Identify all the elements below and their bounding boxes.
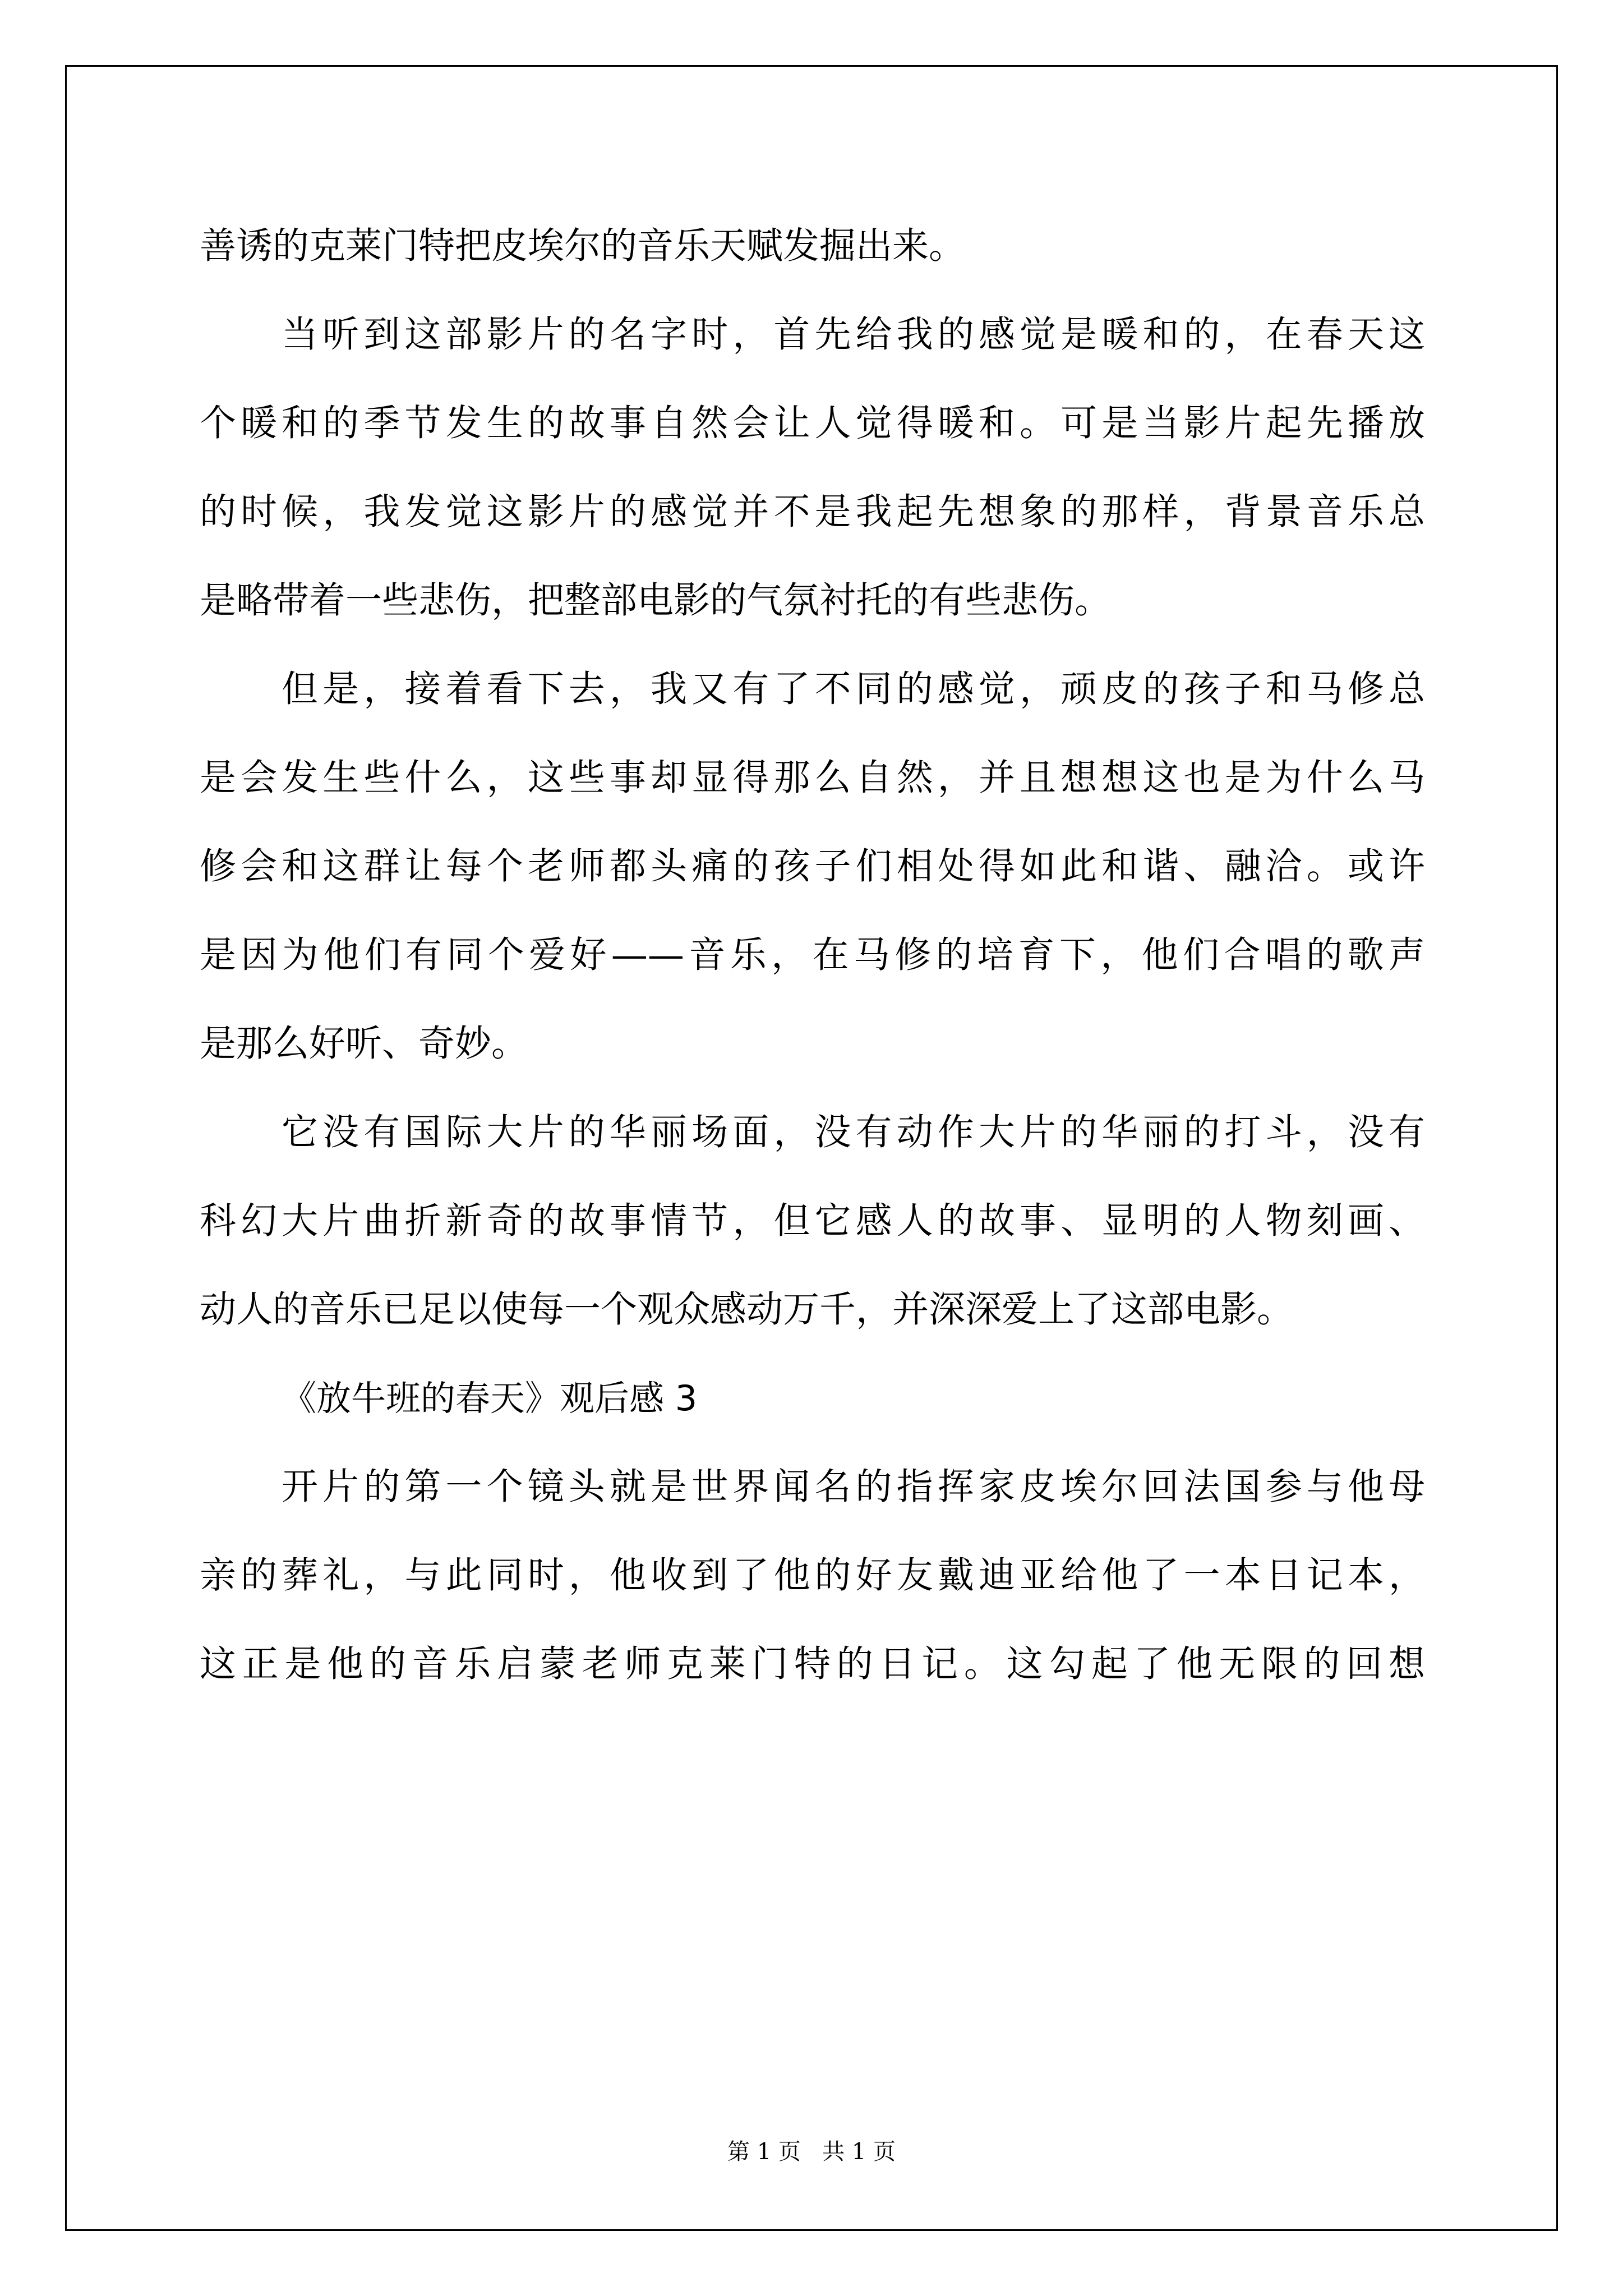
- paragraph-line: 的时候，我发觉这影片的感觉并不是我起先想象的那样，背景音乐总: [200, 491, 1425, 533]
- document-body: [200, 202, 1425, 1709]
- paragraph-line: 个暖和的季节发生的故事自然会让人觉得暖和。可是当影片起先播放: [200, 402, 1425, 444]
- paragraph-line: 动人的音乐已足以使每一个观众感动万千，并深深爱上了这部电影。: [200, 1289, 1294, 1331]
- paragraph-line: 是因为他们有同个爱好——音乐，在马修的培育下，他们合唱的歌声: [200, 934, 1425, 976]
- paragraph-line: 是会发生些什么，这些事却显得那么自然，并且想想这也是为什么马: [200, 757, 1425, 799]
- paragraph-line: 但是，接着看下去，我又有了不同的感觉，顽皮的孩子和马修总: [282, 668, 1425, 710]
- paragraph-line: 是那么好听、奇妙。: [200, 1023, 528, 1065]
- paragraph-line: 善诱的克莱门特把皮埃尔的音乐天赋发掘出来。: [200, 225, 966, 267]
- page-footer: 第 1 页 共 1 页: [727, 2139, 896, 2165]
- paragraph-line: 修会和这群让每个老师都头痛的孩子们相处得如此和谐、融洽。或许: [200, 845, 1425, 887]
- paragraph-line: 这正是他的音乐启蒙老师克莱门特的日记。这勾起了他无限的回想: [200, 1643, 1425, 1685]
- paragraph-line: 亲的葬礼，与此同时，他收到了他的好友戴迪亚给他了一本日记本，: [200, 1554, 1425, 1596]
- section-heading: 《放牛班的春天》观后感 3: [282, 1378, 698, 1419]
- paragraph-line: 开片的第一个镜头就是世界闻名的指挥家皮埃尔回法国参与他母: [282, 1466, 1425, 1508]
- paragraph-line: 是略带着一些悲伤，把整部电影的气氛衬托的有些悲伤。: [200, 579, 1112, 622]
- paragraph-line: 当听到这部影片的名字时，首先给我的感觉是暖和的，在春天这: [282, 314, 1425, 356]
- paragraph-line: 科幻大片曲折新奇的故事情节，但它感人的故事、显明的人物刻画、: [200, 1200, 1425, 1242]
- paragraph-line: 它没有国际大片的华丽场面，没有动作大片的华丽的打斗，没有: [282, 1111, 1425, 1153]
